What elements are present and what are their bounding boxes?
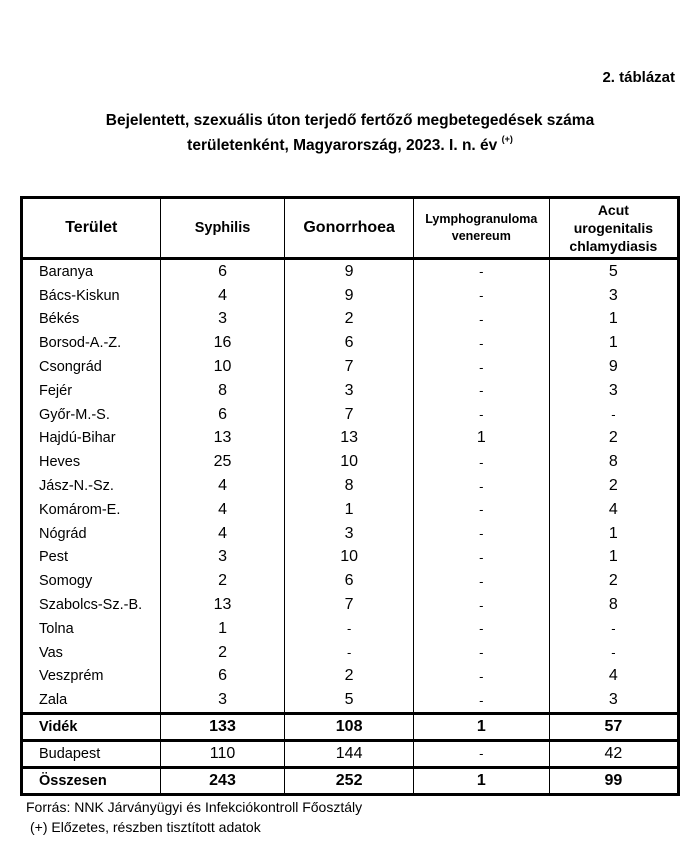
cell-value: 5 xyxy=(549,259,678,284)
cell-value: - xyxy=(413,331,549,355)
data-table xyxy=(20,196,680,796)
cell-value: 5 xyxy=(285,688,413,713)
cell-value: 6 xyxy=(160,665,285,689)
cell-value: - xyxy=(413,450,549,474)
cell-value: 8 xyxy=(160,379,285,403)
table-body xyxy=(22,259,679,795)
table-row xyxy=(22,355,679,379)
cell-value: - xyxy=(413,546,549,570)
cell-value: 3 xyxy=(160,688,285,713)
cell-value: 99 xyxy=(549,767,678,794)
cell-value: - xyxy=(413,522,549,546)
cell-value: - xyxy=(413,593,549,617)
cell-value: 7 xyxy=(285,355,413,379)
table-row xyxy=(22,427,679,451)
cell-value: 1 xyxy=(549,308,678,332)
cell-terulet: Bács-Kiskun xyxy=(22,284,161,308)
cell-value: 4 xyxy=(549,665,678,689)
table-row xyxy=(22,331,679,355)
title-line-2: területenként, Magyarország, 2023. I. n. év (+) xyxy=(187,134,513,155)
cell-terulet: Szabolcs-Sz.-B. xyxy=(22,593,161,617)
cell-value: - xyxy=(413,379,549,403)
cell-value: 42 xyxy=(549,740,678,767)
cell-value: 57 xyxy=(549,714,678,741)
cell-terulet: Zala xyxy=(22,688,161,713)
cell-value: 7 xyxy=(285,403,413,427)
cell-terulet: Budapest xyxy=(22,740,161,767)
cell-value: 9 xyxy=(285,284,413,308)
cell-value: 2 xyxy=(549,569,678,593)
cell-value: - xyxy=(285,641,413,665)
cell-value: 13 xyxy=(160,593,285,617)
cell-value: 4 xyxy=(549,498,678,522)
cell-terulet: Fejér xyxy=(22,379,161,403)
cell-value: 108 xyxy=(285,714,413,741)
cell-value: 13 xyxy=(285,427,413,451)
cell-value: 1 xyxy=(285,498,413,522)
cell-terulet: Összesen xyxy=(22,767,161,794)
table-row xyxy=(22,617,679,641)
cell-value: - xyxy=(413,284,549,308)
cell-value: 6 xyxy=(285,331,413,355)
table-row xyxy=(22,379,679,403)
cell-value: 243 xyxy=(160,767,285,794)
table-row xyxy=(22,403,679,427)
cell-terulet: Pest xyxy=(22,546,161,570)
table-row xyxy=(22,308,679,332)
cell-terulet: Vas xyxy=(22,641,161,665)
header-gonorrhoea: Gonorrhoea xyxy=(285,198,413,259)
cell-terulet: Békés xyxy=(22,308,161,332)
table-label: 2. táblázat xyxy=(602,69,675,86)
cell-value: 2 xyxy=(285,308,413,332)
header-syphilis: Syphilis xyxy=(160,198,285,259)
header-lymphogranuloma: Lymphogranuloma venereum xyxy=(413,198,549,259)
cell-terulet: Veszprém xyxy=(22,665,161,689)
cell-value: 7 xyxy=(285,593,413,617)
cell-terulet: Komárom-E. xyxy=(22,498,161,522)
table-row xyxy=(22,450,679,474)
cell-value: 6 xyxy=(160,259,285,284)
cell-value: 3 xyxy=(285,379,413,403)
cell-value: 8 xyxy=(549,450,678,474)
table-row xyxy=(22,740,679,767)
cell-value: 110 xyxy=(160,740,285,767)
cell-value: 10 xyxy=(285,546,413,570)
cell-value: - xyxy=(413,259,549,284)
cell-value: 1 xyxy=(160,617,285,641)
cell-terulet: Csongrád xyxy=(22,355,161,379)
cell-terulet: Somogy xyxy=(22,569,161,593)
cell-terulet: Baranya xyxy=(22,259,161,284)
cell-terulet: Jász-N.-Sz. xyxy=(22,474,161,498)
cell-value: - xyxy=(413,740,549,767)
cell-value: - xyxy=(413,665,549,689)
cell-value: 13 xyxy=(160,427,285,451)
header-terulet: Terület xyxy=(22,198,161,259)
cell-value: 16 xyxy=(160,331,285,355)
cell-value: 3 xyxy=(285,522,413,546)
cell-value: 2 xyxy=(160,641,285,665)
cell-value: - xyxy=(413,498,549,522)
cell-value: - xyxy=(413,355,549,379)
cell-terulet: Győr-M.-S. xyxy=(22,403,161,427)
cell-value: 25 xyxy=(160,450,285,474)
cell-value: - xyxy=(285,617,413,641)
cell-value: 3 xyxy=(160,546,285,570)
cell-value: 144 xyxy=(285,740,413,767)
cell-value: 2 xyxy=(549,427,678,451)
table-row xyxy=(22,688,679,713)
cell-value: 4 xyxy=(160,498,285,522)
preliminary-note: (+) Előzetes, részben tisztított adatok xyxy=(30,819,261,835)
source-note: Forrás: NNK Járványügyi és Infekciókontroll Főosztály xyxy=(26,799,363,815)
table-row xyxy=(22,498,679,522)
header-chlamydiasis: Acut urogenitalis chlamydiasis xyxy=(549,198,678,259)
cell-value: 4 xyxy=(160,474,285,498)
cell-value: 2 xyxy=(549,474,678,498)
cell-value: 3 xyxy=(549,379,678,403)
cell-terulet: Tolna xyxy=(22,617,161,641)
cell-value: 9 xyxy=(285,259,413,284)
table-row xyxy=(22,522,679,546)
title-marker: (+) xyxy=(501,134,513,144)
cell-value: 3 xyxy=(160,308,285,332)
cell-value: - xyxy=(413,474,549,498)
cell-value: 1 xyxy=(413,427,549,451)
cell-value: - xyxy=(413,688,549,713)
cell-value: - xyxy=(413,641,549,665)
table-title xyxy=(0,110,700,156)
cell-terulet: Vidék xyxy=(22,714,161,741)
table-row xyxy=(22,641,679,665)
cell-value: 4 xyxy=(160,284,285,308)
cell-value: 1 xyxy=(549,522,678,546)
table-row xyxy=(22,714,679,741)
cell-value: 1 xyxy=(549,331,678,355)
cell-value: 2 xyxy=(160,569,285,593)
cell-value: 1 xyxy=(413,714,549,741)
table-row xyxy=(22,284,679,308)
cell-value: - xyxy=(413,569,549,593)
cell-value: 4 xyxy=(160,522,285,546)
table-row xyxy=(22,569,679,593)
cell-value: - xyxy=(549,641,678,665)
cell-value: 6 xyxy=(285,569,413,593)
table-row xyxy=(22,593,679,617)
cell-value: 3 xyxy=(549,688,678,713)
header-row xyxy=(22,198,679,259)
cell-value: - xyxy=(413,403,549,427)
table-row xyxy=(22,665,679,689)
cell-terulet: Borsod-A.-Z. xyxy=(22,331,161,355)
cell-value: 252 xyxy=(285,767,413,794)
cell-value: 1 xyxy=(549,546,678,570)
table-row xyxy=(22,546,679,570)
cell-value: - xyxy=(413,308,549,332)
table-row xyxy=(22,259,679,284)
cell-value: 10 xyxy=(285,450,413,474)
cell-value: 10 xyxy=(160,355,285,379)
cell-value: 2 xyxy=(285,665,413,689)
cell-value: - xyxy=(549,403,678,427)
cell-value: - xyxy=(549,617,678,641)
footer xyxy=(26,797,362,837)
cell-value: 1 xyxy=(413,767,549,794)
cell-value: 8 xyxy=(549,593,678,617)
cell-value: 8 xyxy=(285,474,413,498)
cell-value: - xyxy=(413,617,549,641)
cell-terulet: Hajdú-Bihar xyxy=(22,427,161,451)
cell-terulet: Heves xyxy=(22,450,161,474)
cell-value: 133 xyxy=(160,714,285,741)
cell-terulet: Nógrád xyxy=(22,522,161,546)
cell-value: 9 xyxy=(549,355,678,379)
cell-value: 3 xyxy=(549,284,678,308)
table-row xyxy=(22,767,679,794)
title-line-1: Bejelentett, szexuális úton terjedő fertőző megbetegedések száma xyxy=(105,112,595,129)
cell-value: 6 xyxy=(160,403,285,427)
table-row xyxy=(22,474,679,498)
